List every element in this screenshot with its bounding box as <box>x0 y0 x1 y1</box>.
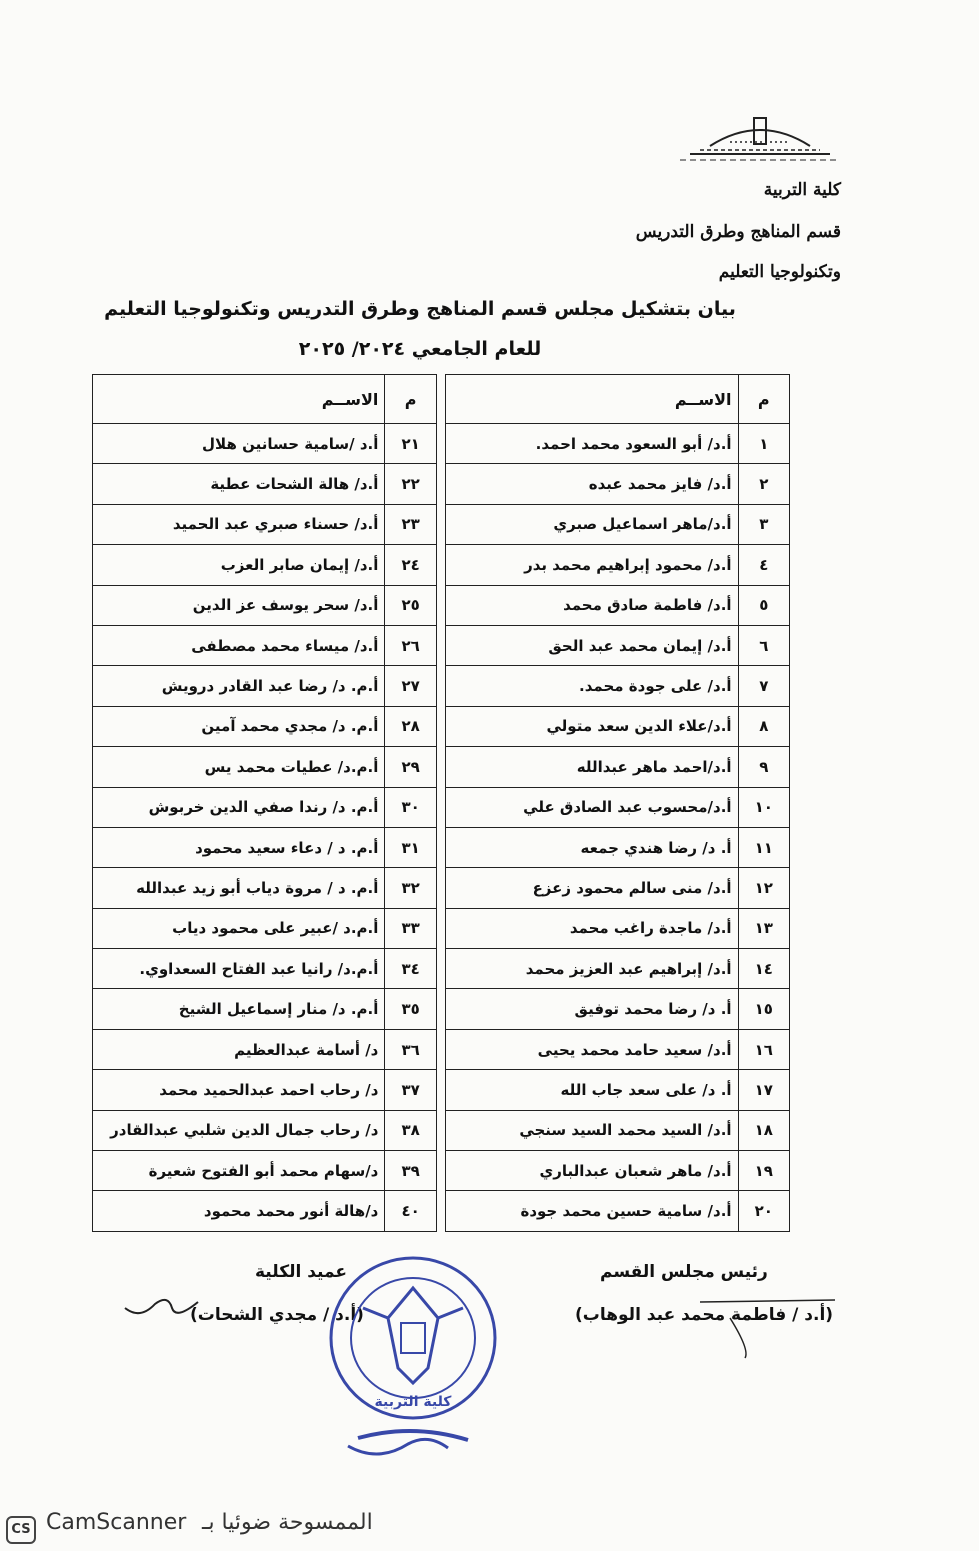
member-number: ٣٨ <box>385 1110 436 1150</box>
table-row <box>93 464 790 504</box>
member-name: د/ رحاب احمد عبدالحميد محمد <box>93 1070 385 1110</box>
col-header-num: م <box>738 375 789 424</box>
member-number: ٣٢ <box>385 868 436 908</box>
table-row <box>93 1110 790 1150</box>
column-gap <box>436 424 445 464</box>
table-row <box>93 1151 790 1191</box>
department-name-line2: وتكنولوجيا التعليم <box>718 262 841 282</box>
camscanner-watermark <box>6 1510 386 1544</box>
col-header-num: م <box>385 375 436 424</box>
member-number: ٣٥ <box>385 989 436 1029</box>
table-row <box>93 1070 790 1110</box>
member-name: أ.م. د/ رضا عبد القادر درويش <box>93 666 385 706</box>
member-name: أ.د/ سحر يوسف عز الدين <box>93 585 385 625</box>
member-number: ٤٠ <box>385 1191 436 1231</box>
dean-name: (أ.د / مجدي الشحات) <box>190 1305 364 1325</box>
member-number: ٢٤ <box>385 545 436 585</box>
member-number: ٢٨ <box>385 706 436 746</box>
table-row <box>93 787 790 827</box>
member-name: أ.د/ السيد محمد السيد سنجي <box>446 1110 738 1150</box>
member-name: أ.م. د/ منار إسماعيل الشيخ <box>93 989 385 1029</box>
table-row <box>93 424 790 464</box>
member-name: أ.د/ ماهر شعبان عبدالباري <box>446 1151 738 1191</box>
faculty-name: كلية التربية <box>763 180 841 200</box>
column-gap <box>436 747 445 787</box>
col-header-name: الاســم <box>93 375 385 424</box>
member-number: ٨ <box>738 706 789 746</box>
table-header-row <box>93 375 790 424</box>
column-gap <box>436 1070 445 1110</box>
table-row <box>93 868 790 908</box>
dean-signature-scribble-icon <box>120 1290 200 1330</box>
member-number: ٢ <box>738 464 789 504</box>
table-row <box>93 989 790 1029</box>
column-gap <box>436 545 445 585</box>
table-row <box>93 585 790 625</box>
column-gap <box>436 1110 445 1150</box>
member-name: أ.د/محسوب عبد الصادق علي <box>446 787 738 827</box>
member-number: ٢٠ <box>738 1191 789 1231</box>
member-name: أ.د/ هالة الشحات عطية <box>93 464 385 504</box>
member-name: أ.م. د/ رندا صفي الدين خربوش <box>93 787 385 827</box>
member-number: ٦ <box>738 625 789 665</box>
table-row <box>93 625 790 665</box>
member-name: أ.د /سامية حسانين هلال <box>93 424 385 464</box>
member-name: د/ أسامة عبدالعظيم <box>93 1029 385 1069</box>
document-title: بيان بتشكيل مجلس قسم المناهج وطرق التدريس وتكنولوجيا التعليم <box>104 298 736 320</box>
council-members-table <box>92 374 790 1232</box>
member-number: ٥ <box>738 585 789 625</box>
member-name: أ.م.د/ رانيا عبد الفتاح السعداوي. <box>93 949 385 989</box>
member-number: ٢٦ <box>385 625 436 665</box>
member-number: ٣١ <box>385 827 436 867</box>
member-number: ٣٤ <box>385 949 436 989</box>
column-gap <box>436 1029 445 1069</box>
member-number: ٣ <box>738 504 789 544</box>
dean-title: عميد الكلية <box>255 1262 347 1282</box>
member-name: أ. د/ على سعد جاب الله <box>446 1070 738 1110</box>
camscanner-brand: CamScanner <box>46 1510 187 1535</box>
table-row <box>93 706 790 746</box>
member-name: د/ رحاب جمال الدين شلبي عبدالقادر <box>93 1110 385 1150</box>
member-name: أ.د/ سعيد حامد محمد يحيى <box>446 1029 738 1069</box>
dept-head-signature-scribble-icon <box>700 1290 840 1360</box>
member-number: ٢٥ <box>385 585 436 625</box>
member-name: أ.م.د /عبير على محمود دياب <box>93 908 385 948</box>
member-number: ١٤ <box>738 949 789 989</box>
member-number: ١٩ <box>738 1151 789 1191</box>
member-name: أ.د/ محمود إبراهيم محمد بدر <box>446 545 738 585</box>
member-number: ٣٩ <box>385 1151 436 1191</box>
member-name: أ.م. د / مروة دياب أبو زيد عبدالله <box>93 868 385 908</box>
column-gap <box>436 908 445 948</box>
table-row <box>93 949 790 989</box>
member-number: ٣٠ <box>385 787 436 827</box>
member-name: أ.د/ حسناء صبري عبد الحميد <box>93 504 385 544</box>
camscanner-logo-icon: CS <box>6 1516 36 1544</box>
member-number: ٧ <box>738 666 789 706</box>
table-row <box>93 827 790 867</box>
member-number: ١ <box>738 424 789 464</box>
member-name: أ.د/ منى سالم محمود زعزع <box>446 868 738 908</box>
member-number: ٣٣ <box>385 908 436 948</box>
column-gap <box>436 787 445 827</box>
member-number: ٢١ <box>385 424 436 464</box>
table-row <box>93 545 790 585</box>
column-gap <box>436 666 445 706</box>
member-name: أ.د/ فايز محمد عبده <box>446 464 738 504</box>
member-name: د/هالة أنور محمد محمود <box>93 1191 385 1231</box>
member-name: د/سهام محمد أبو الفتوح شعيرة <box>93 1151 385 1191</box>
table-row <box>93 1191 790 1231</box>
dept-head-name: (أ.د / فاطمة محمد عبد الوهاب) <box>575 1305 834 1325</box>
member-name: أ.د/علاء الدين سعد متولي <box>446 706 738 746</box>
table-row <box>93 747 790 787</box>
table-row <box>93 504 790 544</box>
member-number: ٢٩ <box>385 747 436 787</box>
column-gap <box>436 504 445 544</box>
member-name: أ. د/ رضا هندي جمعه <box>446 827 738 867</box>
member-name: أ.د/ ميساء محمد مصطفى <box>93 625 385 665</box>
member-number: ٢٣ <box>385 504 436 544</box>
academic-year: للعام الجامعي ٢٠٢٤/ ٢٠٢٥ <box>298 338 542 360</box>
member-number: ٩ <box>738 747 789 787</box>
table-row <box>93 908 790 948</box>
column-gap <box>436 706 445 746</box>
column-gap <box>436 464 445 504</box>
column-gap <box>436 949 445 989</box>
member-number: ١٦ <box>738 1029 789 1069</box>
col-header-name: الاســم <box>446 375 738 424</box>
member-name: أ.م.د/ عطيات محمد يس <box>93 747 385 787</box>
column-gap <box>436 989 445 1029</box>
camscanner-arabic-text: الممسوحة ضوئيا بـ <box>202 1510 373 1535</box>
table-row <box>93 666 790 706</box>
column-gap <box>436 868 445 908</box>
member-name: أ.م. د/ مجدي محمد آمين <box>93 706 385 746</box>
member-number: ٢٢ <box>385 464 436 504</box>
member-name: أ.د/ أبو السعود محمد احمد. <box>446 424 738 464</box>
member-number: ١٥ <box>738 989 789 1029</box>
table-row <box>93 1029 790 1069</box>
member-number: ٤ <box>738 545 789 585</box>
member-name: أ. د/ رضا محمد توفيق <box>446 989 738 1029</box>
department-name-line1: قسم المناهج وطرق التدريس <box>635 222 841 242</box>
member-name: أ.د/ إيمان صابر العزب <box>93 545 385 585</box>
member-name: أ.م. د / دعاء سعيد محمود <box>93 827 385 867</box>
column-gap <box>436 375 445 424</box>
dept-head-title: رئيس مجلس القسم <box>600 1262 768 1282</box>
member-number: ٣٦ <box>385 1029 436 1069</box>
column-gap <box>436 827 445 867</box>
member-name: أ.د/ سامية حسين محمد جودة <box>446 1191 738 1231</box>
member-name: أ.د/احمد ماهر عبدالله <box>446 747 738 787</box>
faculty-seal-icon <box>318 1248 508 1468</box>
member-number: ١٨ <box>738 1110 789 1150</box>
member-name: أ.د/ ماجدة راغب محمد <box>446 908 738 948</box>
member-number: ١٠ <box>738 787 789 827</box>
member-name: أ.د/ على جودة محمد. <box>446 666 738 706</box>
member-number: ١٢ <box>738 868 789 908</box>
member-number: ١٧ <box>738 1070 789 1110</box>
column-gap <box>436 625 445 665</box>
member-name: أ.د/ إيمان محمد عبد الحق <box>446 625 738 665</box>
member-name: أ.د/ماهر اسماعيل صبري <box>446 504 738 544</box>
member-number: ١٣ <box>738 908 789 948</box>
member-name: أ.د/ فاطمة صادق محمد <box>446 585 738 625</box>
member-number: ٣٧ <box>385 1070 436 1110</box>
university-logo <box>680 112 840 164</box>
member-number: ٢٧ <box>385 666 436 706</box>
column-gap <box>436 585 445 625</box>
column-gap <box>436 1151 445 1191</box>
seal-text: كلية التربية <box>374 1394 452 1410</box>
column-gap <box>436 1191 445 1231</box>
member-number: ١١ <box>738 827 789 867</box>
member-name: أ.د/ إبراهيم عبد العزيز محمد <box>446 949 738 989</box>
